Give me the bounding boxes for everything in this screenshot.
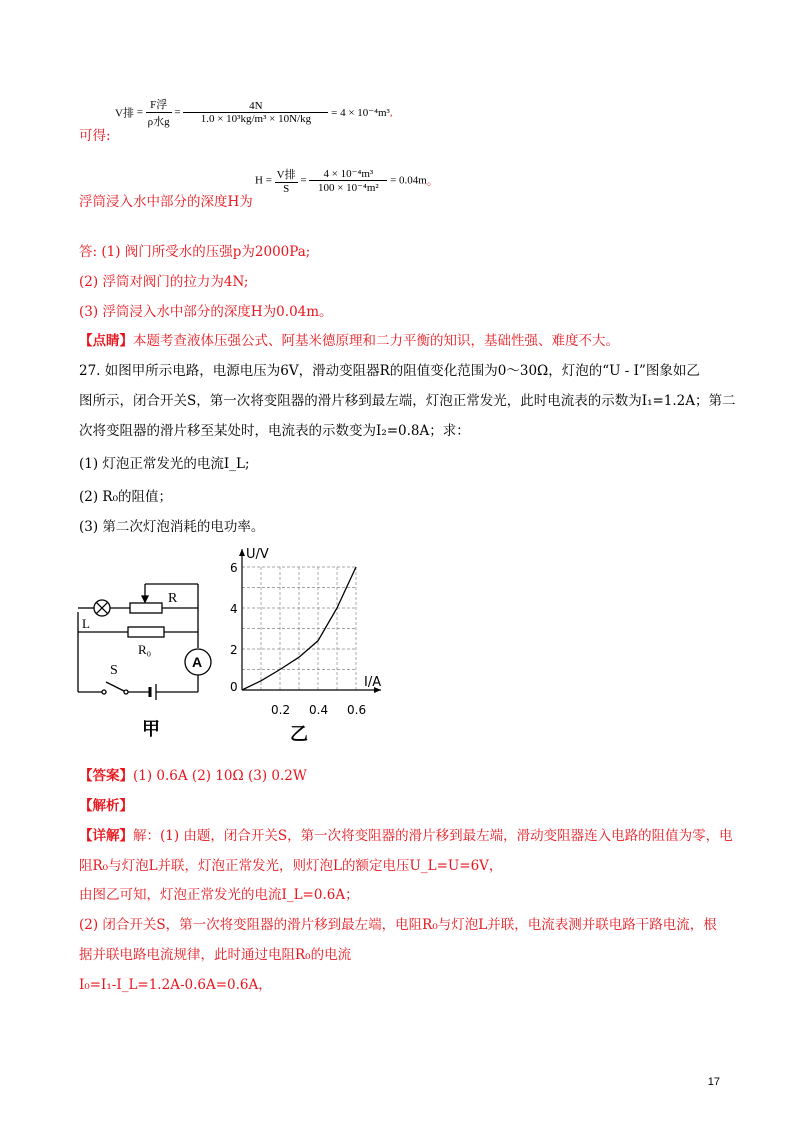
x-tick-label: 0.6 [347, 703, 367, 717]
label-l: L [82, 616, 90, 631]
analysis-tag: 【解析】 [79, 798, 133, 814]
formula-1-result: = 4 × 10⁻⁴m³ [331, 107, 390, 119]
answer-tag: 【答案】 [79, 768, 133, 784]
formula-1-prefix: 可得: [79, 128, 111, 144]
x-tick-label: 0.2 [271, 703, 291, 717]
formula-2-fraction-1 [275, 166, 298, 195]
y-tick-label: 2 [230, 643, 238, 657]
equals-sign: = [174, 106, 181, 119]
comment-tag: 【点睛】 [79, 333, 133, 349]
answer-line-1: 答: (1) 阀门所受水的压强p为2000Pa; [79, 244, 311, 260]
label-a: A [192, 654, 203, 670]
fraction-numerator: V排 [276, 169, 296, 181]
label-r: R [168, 591, 178, 606]
resistor-r0-symbol [128, 627, 164, 637]
caption-jia: 甲 [142, 719, 160, 740]
y-axis-arrow [239, 549, 245, 556]
formula-1-lhs: V排 [115, 107, 134, 120]
fraction-denominator: 1.0 × 10³kg/m³ × 10N/kg [200, 113, 312, 125]
formula-2 [255, 166, 438, 195]
y-tick-label: 0 [230, 680, 238, 694]
x-axis-label: I/A [364, 675, 382, 690]
question-part-2: (2) R₀的阻值； [79, 489, 172, 505]
question-part-1: (1) 灯泡正常发光的电流I_L; [79, 456, 250, 472]
question-line-3: 次将变阻器的滑片移至某处时，电流表的示数变为I₂=0.8A；求： [79, 423, 470, 439]
answer-line-2: (2) 浮筒对阀门的拉力为4N; [79, 274, 249, 290]
fraction-numerator: F浮 [150, 99, 168, 111]
fraction-numerator: 4N [249, 100, 263, 112]
detail-line-2: 阻R₀与灯泡L并联，灯泡正常发光，则灯泡L的额定电压U_L=U=6V， [79, 858, 503, 874]
page-number: 17 [707, 1076, 720, 1088]
fraction-denominator: S [283, 183, 290, 195]
detail-line-6: I₀=I₁-I_L=1.2A-0.6A=0.6A， [79, 977, 272, 993]
detail-line-5: 据并联电路电流规律，此时通过电阻R₀的电流 [79, 947, 352, 963]
y-axis-label: U/V [246, 547, 269, 562]
detail-tag: 【详解】 [79, 828, 133, 844]
y-tick-label: 6 [230, 561, 238, 575]
chart-axes [239, 549, 381, 693]
detail-line-3: 由图乙可知，灯泡正常发光的电流I_L=0.6A； [79, 887, 359, 903]
formula-1-suffix: , [389, 106, 393, 119]
rheostat-symbol [130, 603, 162, 613]
u-i-chart [222, 540, 397, 745]
answer-text: (1) 0.6A (2) 10Ω (3) 0.2W [133, 768, 307, 784]
formula-2-prefix: 浮筒浸入水中部分的深度H为 [79, 194, 253, 210]
equals-sign: = [300, 174, 307, 187]
answer-summary [79, 767, 307, 785]
comment-text: 本题考查液体压强公式、阿基米德原理和二力平衡的知识，基础性强、难度不大。 [133, 333, 619, 349]
fraction-numerator: 4 × 10⁻⁴m³ [323, 168, 374, 180]
formula-2-fraction-2 [309, 167, 387, 194]
question-part-3: (3) 第二次灯泡消耗的电功率。 [79, 519, 265, 535]
y-tick-label: 4 [230, 602, 238, 616]
fraction-denominator: ρ水g [147, 116, 170, 128]
detail-line-4: (2) 闭合开关S，第一次将变阻器的滑片移到最左端，电阻R₀与灯泡L并联，电流表测并联电路干路电流，根 [79, 917, 717, 933]
detail-line-1 [79, 827, 733, 845]
fraction-denominator: 100 × 10⁻⁴m² [317, 182, 379, 194]
question-line-1: 27. 如图甲所示电路，电源电压为6V，滑动变阻器R的阻值变化范围为0～30Ω，灯泡的“U - I”图象如乙 [79, 363, 700, 379]
chart-grid [242, 567, 356, 690]
answer-line-3: (3) 浮筒浸入水中部分的深度H为0.04m。 [79, 304, 333, 320]
formula-2-result: = 0.04m [390, 174, 427, 187]
formula-2-lhs: H = [255, 174, 272, 187]
label-r0: R₀ [138, 642, 152, 657]
comment-line [79, 332, 619, 350]
label-s: S [110, 663, 118, 678]
formula-1 [115, 96, 393, 129]
caption-yi: 乙 [290, 724, 308, 745]
chart-ticks [230, 561, 366, 717]
question-line-2: 图所示，闭合开关S，第一次将变阻器的滑片移到最左端，灯泡正常发光，此时电流表的示数为I₁=1.2A；第二 [79, 393, 736, 409]
formula-2-suffix: 。 [426, 175, 438, 188]
x-tick-label: 0.4 [309, 703, 329, 717]
formula-1-fraction-2 [183, 100, 328, 125]
detail-text-1: 解：(1) 由题，闭合开关S，第一次将变阻器的滑片移到最左端，滑动变阻器连入电路的阻值为零，电 [133, 828, 733, 844]
circuit-diagram [70, 570, 220, 745]
formula-1-fraction-1 [146, 96, 172, 129]
equals-sign: = [136, 106, 143, 119]
